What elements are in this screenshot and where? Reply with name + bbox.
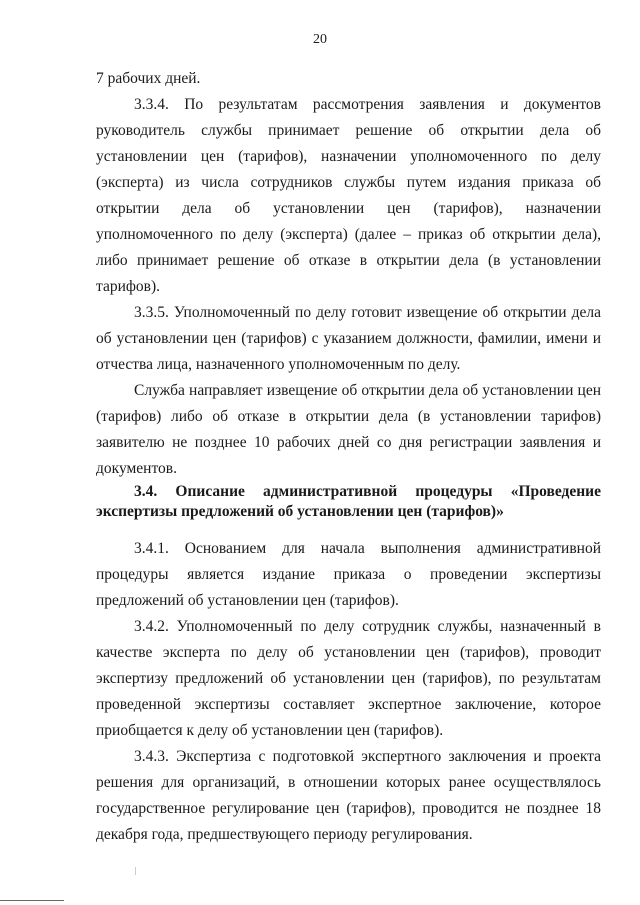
- paragraph-continuation: 7 рабочих дней.: [96, 70, 201, 87]
- paragraph-3-3-4: 3.3.4. По результатам рассмотрения заявления и документов руководитель службы принимает решение об открытии дела об установлении цен (тарифов), назначении уполномоченного по делу (эксперта) из числа сотрудников службы путем издания приказа об открытии дела об установлении цен (тарифов), назначении уполномоченного по делу (эксперта) (далее – приказ об открытии дела), либо принимает решение об отказе в открытии дела (в установлении тарифов).: [96, 96, 601, 295]
- scan-artifact: [135, 867, 136, 875]
- paragraph-notice: Служба направляет извещение об открытии дела об установлении цен (тарифов) либо об отказе в открытии дела (в установлении тарифов) заявителю не позднее 10 рабочих дней со дня регистрации заявления и документов.: [96, 382, 601, 477]
- page-number: 20: [313, 32, 327, 47]
- paragraph-3-4-3: 3.4.3. Экспертиза с подготовкой экспертного заключения и проекта решения для организаций, в отношении которых ранее осуществлялось государственное регулирование цен (тарифов), проводится не позднее 18 декабря года, предшествующего периоду регулирования.: [96, 748, 601, 843]
- document-body: [96, 66, 601, 848]
- scan-edge-line: [0, 900, 64, 901]
- paragraph-3-4-1: 3.4.1. Основанием для начала выполнения административной процедуры является издание приказа о проведении экспертизы предложений об установлении цен (тарифов).: [96, 540, 601, 609]
- paragraph-3-4-2: 3.4.2. Уполномоченный по делу сотрудник службы, назначенный в качестве эксперта по делу об установлении цен (тарифов), проводит экспертизу предложений об установлении цен (тарифов), по результатам проведенной экспертизы составляет экспертное заключение, которое приобщается к делу об установлении цен (тарифов).: [96, 618, 601, 739]
- section-heading-3-4: 3.4. Описание административной процедуры «Проведение экспертизы предложений об установлении цен (тарифов)»: [96, 483, 601, 520]
- section-spacer: [96, 522, 601, 536]
- paragraph-3-3-5: 3.3.5. Уполномоченный по делу готовит извещение об открытии дела об установлении цен (тарифов) с указанием должности, фамилии, имени и отчества лица, назначенного уполномоченным по делу.: [96, 304, 601, 373]
